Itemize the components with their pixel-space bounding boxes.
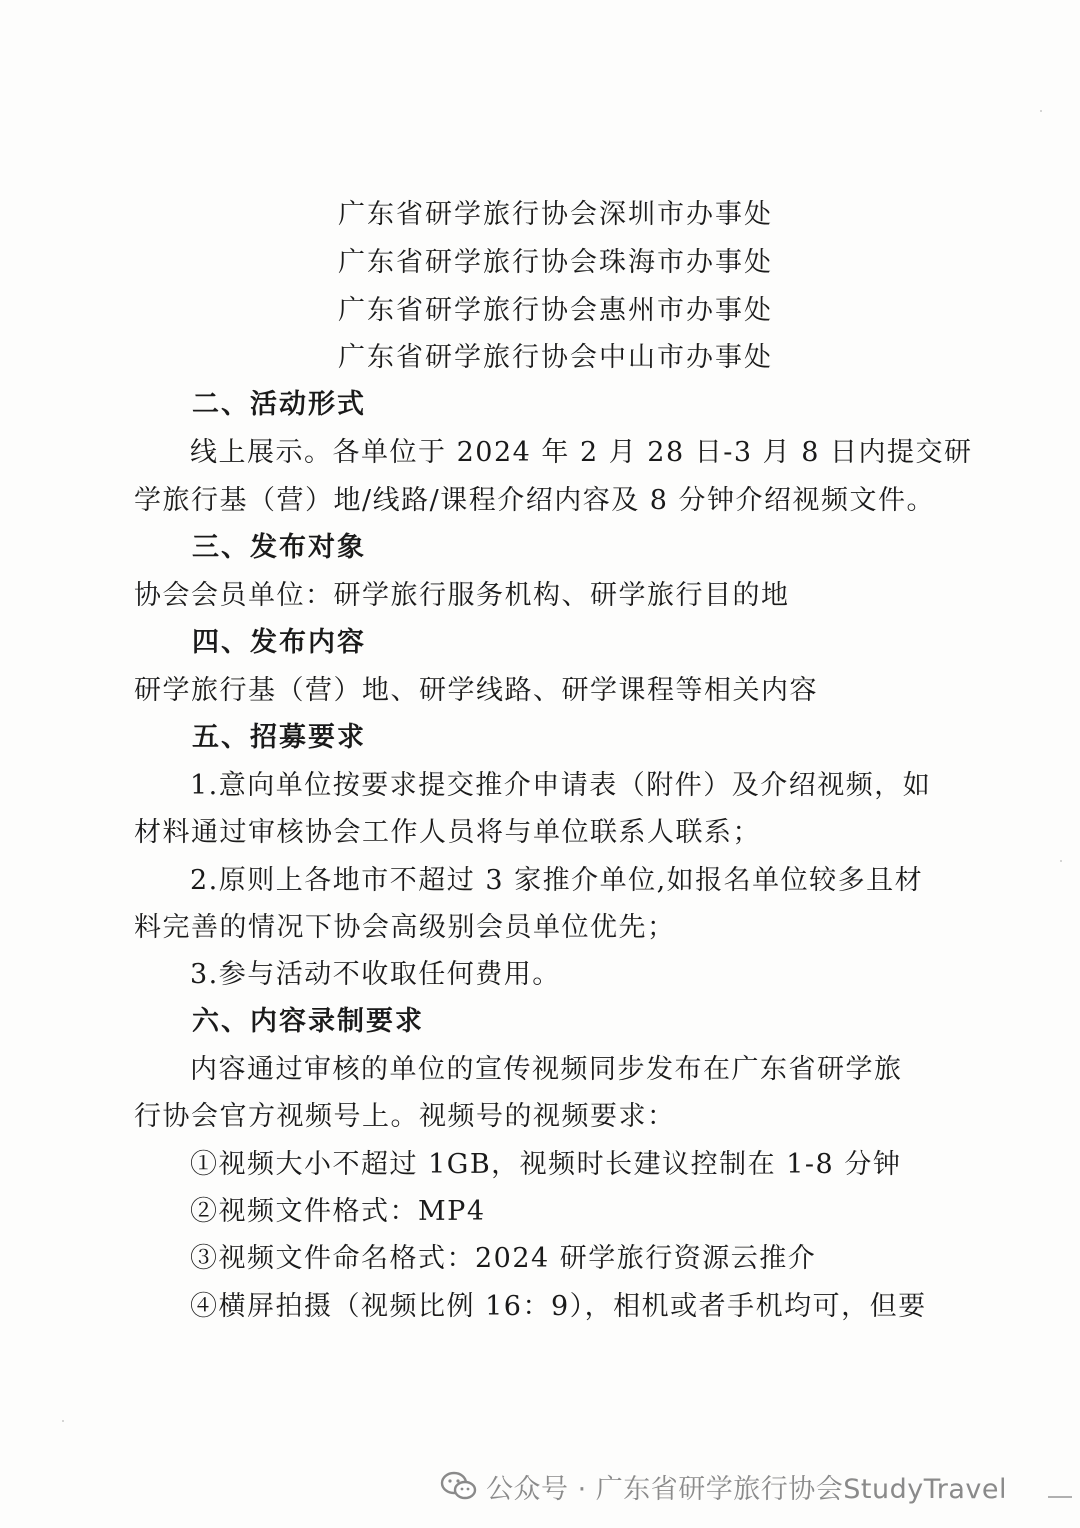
paragraph-line: 研学旅行基（营）地、研学线路、研学课程等相关内容 — [134, 675, 818, 706]
paragraph-line: 1.意向单位按要求提交推介申请表（附件）及介绍视频，如 — [190, 770, 932, 801]
paragraph-line: 内容通过审核的单位的宣传视频同步发布在广东省研学旅 — [190, 1054, 903, 1085]
office-line-huizhou: 广东省研学旅行协会惠州市办事处 — [338, 295, 773, 326]
scan-speck — [62, 1420, 64, 1422]
list-item: ②视频文件格式：MP4 — [190, 1196, 486, 1227]
watermark-text: 公众号 · 广东省研学旅行协会StudyTravel — [486, 1473, 1007, 1505]
scan-speck — [1040, 110, 1042, 112]
list-item: ③视频文件命名格式：2024 研学旅行资源云推介 — [190, 1243, 817, 1274]
watermark — [440, 1462, 1007, 1510]
list-item: ④横屏拍摄（视频比例 16：9），相机或者手机均可，但要 — [190, 1291, 927, 1322]
section-heading-recording: 六、内容录制要求 — [192, 1006, 424, 1037]
paragraph-line: 3.参与活动不收取任何费用。 — [190, 959, 561, 990]
scan-speck — [1060, 860, 1062, 862]
paragraph-line: 协会会员单位：研学旅行服务机构、研学旅行目的地 — [134, 580, 790, 611]
paragraph-line: 材料通过审核协会工作人员将与单位联系人联系； — [134, 817, 761, 848]
office-line-shenzhen: 广东省研学旅行协会深圳市办事处 — [338, 199, 773, 230]
wechat-logo-icon — [440, 1471, 478, 1501]
watermark-underline — [1048, 1496, 1072, 1498]
section-heading-audience: 三、发布对象 — [192, 532, 366, 563]
paragraph-line: 料完善的情况下协会高级别会员单位优先； — [134, 912, 676, 943]
section-heading-requirements: 五、招募要求 — [192, 722, 366, 753]
paragraph-line: 学旅行基（营）地/线路/课程介绍内容及 8 分钟介绍视频文件。 — [134, 485, 936, 516]
office-line-zhongshan: 广东省研学旅行协会中山市办事处 — [338, 342, 773, 373]
list-item: ①视频大小不超过 1GB，视频时长建议控制在 1-8 分钟 — [190, 1149, 902, 1180]
section-heading-content: 四、发布内容 — [192, 627, 366, 658]
paragraph-line: 线上展示。各单位于 2024 年 2 月 28 日-3 月 8 日内提交研 — [190, 437, 973, 468]
section-heading-form: 二、活动形式 — [192, 389, 366, 420]
paragraph-line: 行协会官方视频号上。视频号的视频要求： — [134, 1101, 676, 1132]
office-line-zhuhai: 广东省研学旅行协会珠海市办事处 — [338, 247, 773, 278]
paragraph-line: 2.原则上各地市不超过 3 家推介单位,如报名单位较多且材 — [190, 865, 924, 896]
